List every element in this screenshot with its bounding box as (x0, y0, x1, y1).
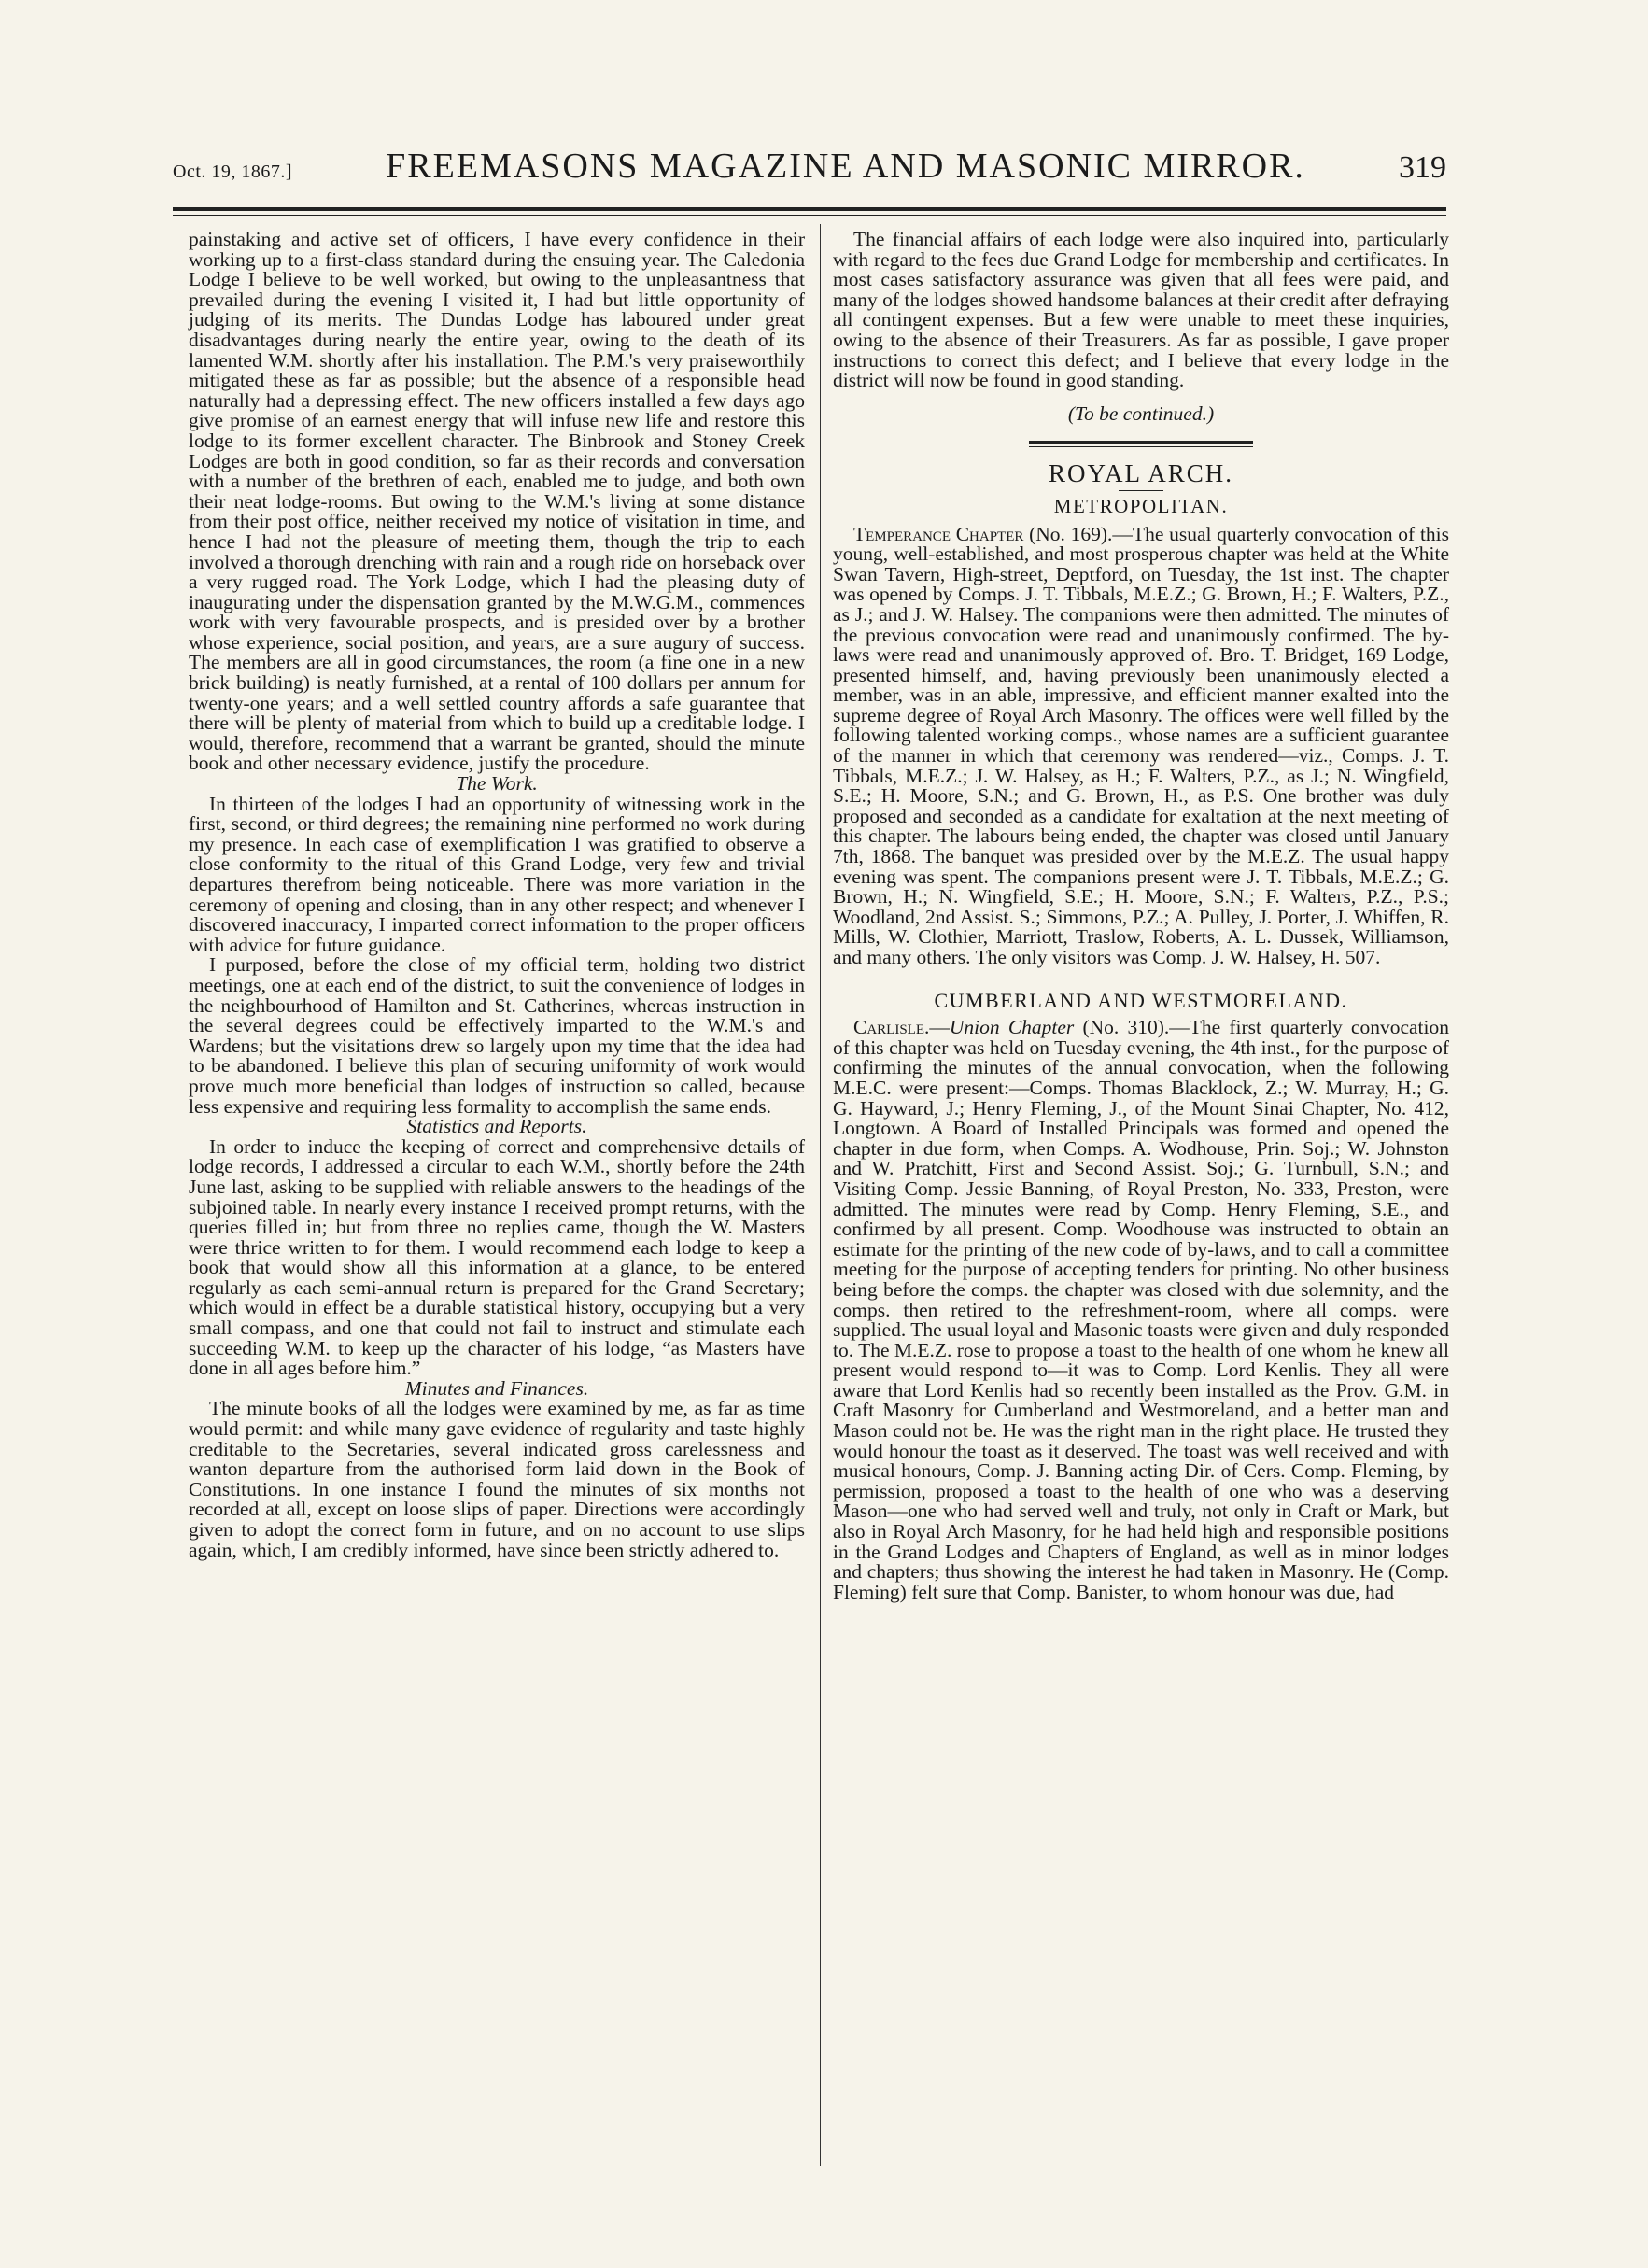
place-name: Carlisle. (853, 1016, 930, 1039)
to-be-continued: (To be continued.) (1067, 401, 1215, 425)
section-divider (1029, 441, 1253, 447)
report-paragraph: I purposed, before the close of my official term, holding two district meetings, one at each end of the district, to suit the convenience of lodges in the neighbourhood of Hamilton and St. Catherines, whereas instruction in the several degrees could be effectively imparted to the W.M.'s and Wardens; but the visitations drew so largely upon my time that the idea had to be abandoned. I believe this plan of securing uniformity of work would prove much more beneficial than lodges of instruction so called, because less expensive and requiring less formality to accomplish the same ends. (189, 953, 805, 1118)
report-paragraph: In order to induce the keeping of correct and comprehensive details of lodge records, I addressed a circular to each W.M., shortly before the 24th June last, asking to be supplied with reliable answers to the headings of the subjoined table. In nearly every instance I received prompt returns, with the queries filled in; but from three no replies came, though the W. Masters were thrice written to for them. I would recommend each lodge to keep a book that would show all this information at a glance, to be entered regularly as each semi-annual return is prepared for the Grand Secretary; which would in effect be a durable statistical history, occupying but a very small compass, and one that could not fail to instruct and stimulate each succeeding W.M. to keep up the character of his lodge, “as Masters have done in all ages before him.” (189, 1134, 805, 1380)
section-title-royal-arch: ROYAL ARCH. (1048, 459, 1234, 488)
subsection-metropolitan: METROPOLITAN. (1053, 494, 1229, 517)
subheading-statistics: Statistics and Reports. (406, 1115, 587, 1138)
page-header (173, 146, 1446, 192)
page-number: 319 (1399, 150, 1446, 185)
column-divider (820, 224, 821, 2166)
right-column (833, 230, 1449, 1602)
report-temperance-chapter (833, 522, 1450, 968)
report-paragraph: The financial affairs of each lodge were also inquired into, particularly with regard to the fees due Grand Lodge for membership and certificates. In most cases satisfactory assurance was given that all fees were paid, and many of the lodges showed handsome balances at their credit after defraying all contingent expenses. But a few were unable to meet these inquiries, owing to the absence of their Treasurers. As far as possible, I gave proper instructions to correct this defect; and I believe that every lodge in the district will now be found in good standing. (833, 228, 1449, 392)
issue-date: Oct. 19, 1867.] (173, 162, 293, 182)
chapter-report: (No. 310).—The first quarterly convocation of this chapter was held on Tuesday evening, the 4th inst., for the purpose of confirming the minutes of the annual convocation, when the following M.E.C. were present:—Comps. Thomas Blacklock, Z.; W. Murray, H.; G. G. Hayward, J.; Henry Fleming, J., of the Mount Sinai Chapter, No. 412, Longtown. A Board of Installed Principals was formed and opened the chapter in due form, when Comps. A. Wodhouse, Prin. Soj.; W. Johnston and W. Pratchitt, First and Second Assist. Soj.; G. Turnbull, S.N.; and Visiting Comp. Jessie Banning, of Royal Preston, No. 333, Preston, were admitted. The minutes were read by Comp. Henry Fleming, S.E., and confirmed by all present. Comp. Woodhouse was instructed to obtain an estimate for the printing of the new code of by-laws, and to call a committee meeting for the purpose of accepting tenders for printing. No other business being before the comps. the chapter was closed with due solemnity, and the comps. then retired to the refreshment-room, where all comps. were supplied. The usual loyal and Masonic toasts were given and duly responded to. The M.E.Z. rose to propose a toast to the health of one whom he knew all present would respond to—it was to Comp. Lord Kenlis. They all were aware that Lord Kenlis had so recently been installed as the Prov. G.M. in Craft Masonry for Cumberland and Westmoreland, and a better man and Mason could not be. He was the right man in the right place. He trusted they would honour the toast as it deserved. The toast was well received and with musical honours, Comp. J. Banning acting Dir. of Cers. Comp. Fleming, by permission, proposed a toast to the health of one who was a deserving Mason—one who had served well and truly, not only in Craft or Mark, but also in Royal Arch Masonry, for he had held high and responsible positions in the Grand Lodges and Chapters of England, as well as in minor lodges and chapters; thus showing the interest he had taken in Masonry. He (Comp. Fleming) felt sure that Comp. Banister, to whom honour was due, had (833, 1016, 1449, 1603)
chapter-name: Union Chapter (949, 1016, 1075, 1039)
chapter-name: Temperance Chapter (853, 522, 1024, 545)
report-paragraph: painstaking and active set of officers, I have every confidence in their working up to a first-class standard during the ensuing year. The Caledonia Lodge I believe to be well worked, but owing to the unpleasantness that prevailed during the evening I visited it, I had but little opportunity of judging of its merits. The Dundas Lodge has laboured under great disadvantages during nearly the entire year, owing to the death of its lamented W.M. shortly after his installation. The P.M.'s very praiseworthily mitigated these as far as possible; but the absence of a responsible head naturally had a depressing effect. The new officers installed a few days ago give promise of an earnest energy that will infuse new life and restore this lodge to its former excellent character. The Binbrook and Stoney Creek Lodges are both in good condition, so far as their records and conversation with a number of the brethren of each, enabled me to judge, and both own their neat lodge-rooms. But owing to the W.M.'s living at some distance from their post office, neither received my notice of visitation in time, and hence I had not the pleasure of meeting them, though the trip to each involved a thorough drenching with rain and a rough ride on horseback over a very rugged road. The York Lodge, which I had the pleasing duty of inaugurating under the dispensation granted by the M.W.G.M., commences work with very favourable prospects, and is presided over by a brother whose experience, social position, and years, are a sure augury of success. The members are all in good circumstances, the room (a fine one in a new brick building) is neatly furnished, at a rental of 100 dollars per annum for twenty-one years; and a well settled country affords a safe guarantee that there will be plenty of material from which to build up a creditable lodge. I would, therefore, recommend that a warrant be granted, should the minute book and other necessary evidence, justify the procedure. (189, 228, 805, 775)
subsection-cumberland: CUMBERLAND AND WESTMORELAND. (934, 988, 1348, 1012)
dash: — (929, 1016, 950, 1039)
short-rule (1119, 490, 1163, 491)
left-column (189, 230, 805, 1560)
masthead-title: FREEMASONS MAGAZINE AND MASONIC MIRROR. (386, 147, 1305, 186)
chapter-report: (No. 169).—The usual quarterly convocation of this young, well-established, and most prosperous chapter was held at the White Swan Tavern, High-street, Deptford, on Tuesday, the 1st inst. The chapter was opened by Comps. J. T. Tibbals, M.E.Z.; G. Brown, H.; F. Walters, P.Z., as J.; and J. W. Halsey. The companions were then admitted. The minutes of the previous convocation were read and unanimously confirmed. The by-laws were read and unanimously approved of. Bro. T. Bridget, 169 Lodge, presented himself, and, having previously been unanimously elected a member, was in an able, impressive, and efficient manner exalted into the supreme degree of Royal Arch Masonry. The offices were well filled by the following talented working comps., whose names are a sufficient guarantee of the manner in which that ceremony was rendered—viz., Comps. J. T. Tibbals, M.E.Z.; J. W. Halsey, as H.; F. Walters, P.Z., as J.; N. Wingfield, S.E.; H. Moore, S.N.; and G. Brown, H., as P.S. One brother was duly proposed and seconded as a candidate for exaltation at the next meeting of this chapter. The labours being ended, the chapter was closed until January 7th, 1868. The banquet was presided over by the M.E.Z. The usual happy evening was spent. The companions present were J. T. Tibbals, M.E.Z.; G. Brown, H.; N. Wingfield, S.E.; H. Moore, S.N.; F. Walters, P.Z., P.S.; Woodland, 2nd Assist. S.; Simmons, P.Z.; A. Pulley, J. Porter, J. Whiffen, R. Mills, W. Clothier, Marriott, Traslow, Roberts, A. L. Dussek, Williamson, and many others. The only visitors was Comp. J. W. Halsey, H. 507. (833, 522, 1450, 968)
subheading-minutes: Minutes and Finances. (404, 1376, 589, 1400)
subheading-the-work: The Work. (456, 772, 538, 796)
report-paragraph: In thirteen of the lodges I had an opportunity of witnessing work in the first, second, or third degrees; the remaining nine performed no work during my presence. In each case of exemplification I was gratified to observe a close conformity to the ritual of this Grand Lodge, very few and trivial departures therefrom being noticeable. There was more variation in the ceremony of opening and closing, than in any other respect; and whenever I discovered inaccuracy, I imparted correct information to the proper officers with advice for future guidance. (189, 792, 805, 956)
header-rule-thin (173, 215, 1446, 216)
header-rule-thick (173, 207, 1446, 211)
report-union-chapter (833, 1018, 1449, 1602)
report-paragraph: The minute books of all the lodges were examined by me, as far as time would permit: and while many gave evidence of regularity and taste highly creditable to the Secretaries, several indicated gross carelessness and wanton departure from the authorised form laid down in the Book of Constitutions. In one instance I found the minutes of six months not recorded at all, except on loose slips of paper. Directions were accordingly given to adopt the correct form in future, and on no account to use slips again, which, I am credibly informed, have since been strictly adhered to. (189, 1397, 805, 1561)
